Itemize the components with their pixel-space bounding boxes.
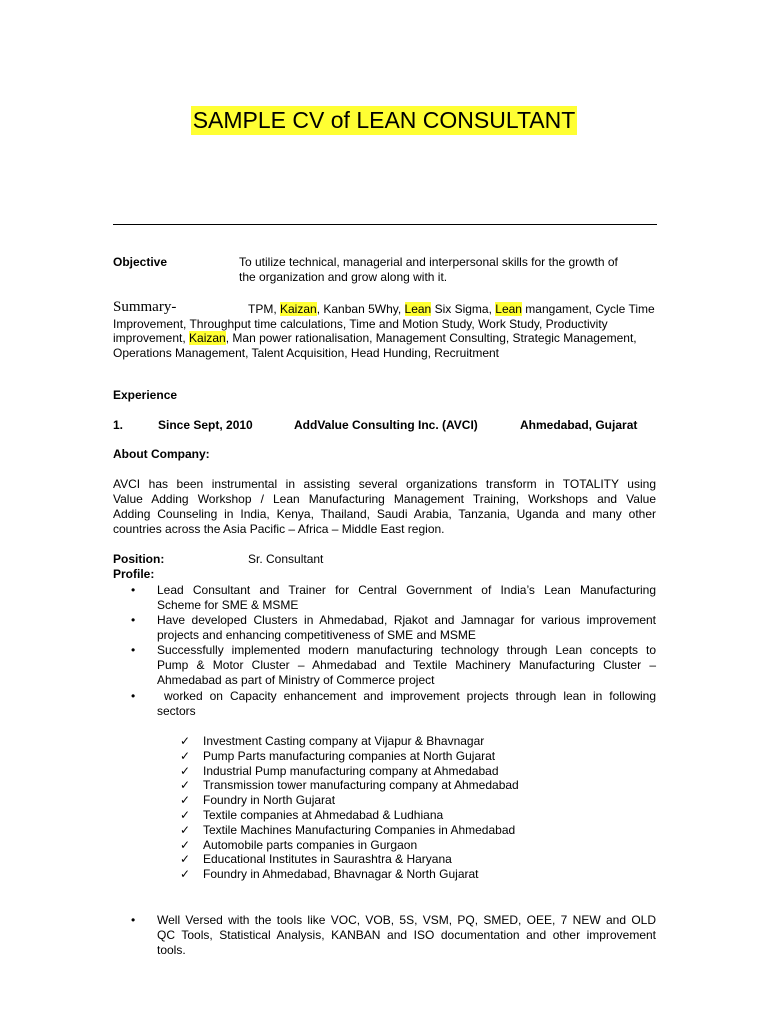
bullet-line: Lead Consultant and Trainer for Central Government of India’s Lean Manufacturing <box>157 583 656 597</box>
highlighted-term: Lean <box>495 302 522 316</box>
about-company-paragraph <box>113 477 656 537</box>
sector-item: Educational Institutes in Saurashtra & Haryana <box>203 852 452 866</box>
summary-label: Summary- <box>113 299 177 315</box>
bullet-line: Successfully implemented modern manufacturing technology through Lean concepts to <box>157 643 656 657</box>
bullet-line: Ahmedabad as part of Ministry of Commerce project <box>157 673 435 687</box>
sector-item: Investment Casting company at Vijapur & Bhavnagar <box>203 734 485 748</box>
sector-item: Textile companies at Ahmedabad & Ludhiana <box>203 808 444 822</box>
bullet-line: Well Versed with the tools like VOC, VOB, 5S, VSM, PQ, SMED, OEE, 7 NEW and OLD <box>157 913 656 927</box>
profile-bullet-text <box>157 643 656 688</box>
profile-label: Profile: <box>113 567 155 581</box>
bullet-line: sectors <box>157 704 196 718</box>
bullet-line: Scheme for SME & MSME <box>157 598 299 612</box>
summary-line: Improvement, Throughput time calculations, Time and Motion Study, Work Study, Productivity <box>113 317 608 331</box>
experience-period: Since Sept, 2010 <box>158 418 253 432</box>
tools-bullet-text <box>157 913 656 958</box>
checkmark-icon: ✓ <box>180 749 191 763</box>
bullet-line: QC Tools, Statistical Analysis, KANBAN and ISO documentation and other improvement <box>157 928 656 942</box>
experience-company: AddValue Consulting Inc. (AVCI) <box>294 418 478 432</box>
summary-text: , Man power rationalisation, Management Consulting, Strategic Management, <box>225 331 637 345</box>
bullet-line: Have developed Clusters in Ahmedabad, Rjakot and Jamnagar for various improvement <box>157 613 656 627</box>
position-label: Position: <box>113 552 165 566</box>
objective-line: the organization and grow along with it. <box>239 270 448 284</box>
bullet-icon: • <box>131 689 136 703</box>
highlighted-term: Kaizan <box>280 302 317 316</box>
experience-number: 1. <box>113 418 124 432</box>
sector-item: Foundry in Ahmedabad, Bhavnagar & North Gujarat <box>203 867 479 881</box>
checkmark-icon: ✓ <box>180 838 191 852</box>
summary-line <box>113 331 637 346</box>
sector-item: Transmission tower manufacturing company at Ahmedabad <box>203 778 519 792</box>
summary-line: Operations Management, Talent Acquisition, Head Hunding, Recruitment <box>113 346 499 360</box>
checkmark-icon: ✓ <box>180 793 191 807</box>
checkmark-icon: ✓ <box>180 852 191 866</box>
bullet-icon: • <box>131 583 136 597</box>
about-company-label: About Company: <box>113 447 210 461</box>
experience-heading: Experience <box>113 388 178 402</box>
sector-item: Automobile parts companies in Gurgaon <box>203 838 418 852</box>
objective-label: Objective <box>113 255 168 269</box>
bullet-line: worked on Capacity enhancement and improvement projects through lean in following <box>157 689 656 703</box>
sector-item: Foundry in North Gujarat <box>203 793 336 807</box>
bullet-icon: • <box>131 913 136 927</box>
checkmark-icon: ✓ <box>180 823 191 837</box>
sector-item: Industrial Pump manufacturing company at Ahmedabad <box>203 764 499 778</box>
summary-text: Six Sigma, <box>431 302 496 316</box>
sector-item: Textile Machines Manufacturing Companies in Ahmedabad <box>203 823 516 837</box>
paragraph-line: Value Adding Workshop / Lean Manufacturing Management Training, Workshops and Value <box>113 492 656 506</box>
position-value: Sr. Consultant <box>248 552 324 566</box>
bullet-icon: • <box>131 643 136 657</box>
experience-location: Ahmedabad, Gujarat <box>520 418 638 432</box>
paragraph-line: countries across the Asia Pacific – Africa – Middle East region. <box>113 522 445 536</box>
horizontal-rule <box>113 224 657 225</box>
checkmark-icon: ✓ <box>180 778 191 792</box>
title-wrapper <box>0 106 768 135</box>
document-title: SAMPLE CV of LEAN CONSULTANT <box>192 107 576 133</box>
profile-bullet-text <box>157 583 656 613</box>
bullet-line: projects and enhancing competitiveness of SME and MSME <box>157 628 476 642</box>
checkmark-icon: ✓ <box>180 867 191 881</box>
summary-text: TPM, <box>248 302 280 316</box>
bullet-line: Pump & Motor Cluster – Ahmedabad and Textile Machinery Manufacturing Cluster – <box>157 658 656 672</box>
summary-line <box>248 302 655 317</box>
sector-item: Pump Parts manufacturing companies at North Gujarat <box>203 749 496 763</box>
paragraph-line: AVCI has been instrumental in assisting several organizations transform in TOTALITY using <box>113 477 656 491</box>
profile-bullet-text <box>157 689 656 719</box>
checkmark-icon: ✓ <box>180 764 191 778</box>
highlighted-term: Lean <box>404 302 432 316</box>
bullet-line: tools. <box>157 943 186 957</box>
paragraph-line: Adding Counseling in India, Kenya, Thailand, Saudi Arabia, Tanzania, Uganda and many other <box>113 507 656 521</box>
profile-bullet-text <box>157 613 656 643</box>
summary-text: improvement, <box>113 331 190 345</box>
summary-text: mangament, Cycle Time <box>521 302 655 316</box>
bullet-icon: • <box>131 613 136 627</box>
checkmark-icon: ✓ <box>180 734 191 748</box>
objective-line: To utilize technical, managerial and interpersonal skills for the growth of <box>239 255 618 269</box>
checkmark-icon: ✓ <box>180 808 191 822</box>
summary-text: , Kanban 5Why, <box>316 302 405 316</box>
highlighted-term: Kaizan <box>189 331 226 345</box>
